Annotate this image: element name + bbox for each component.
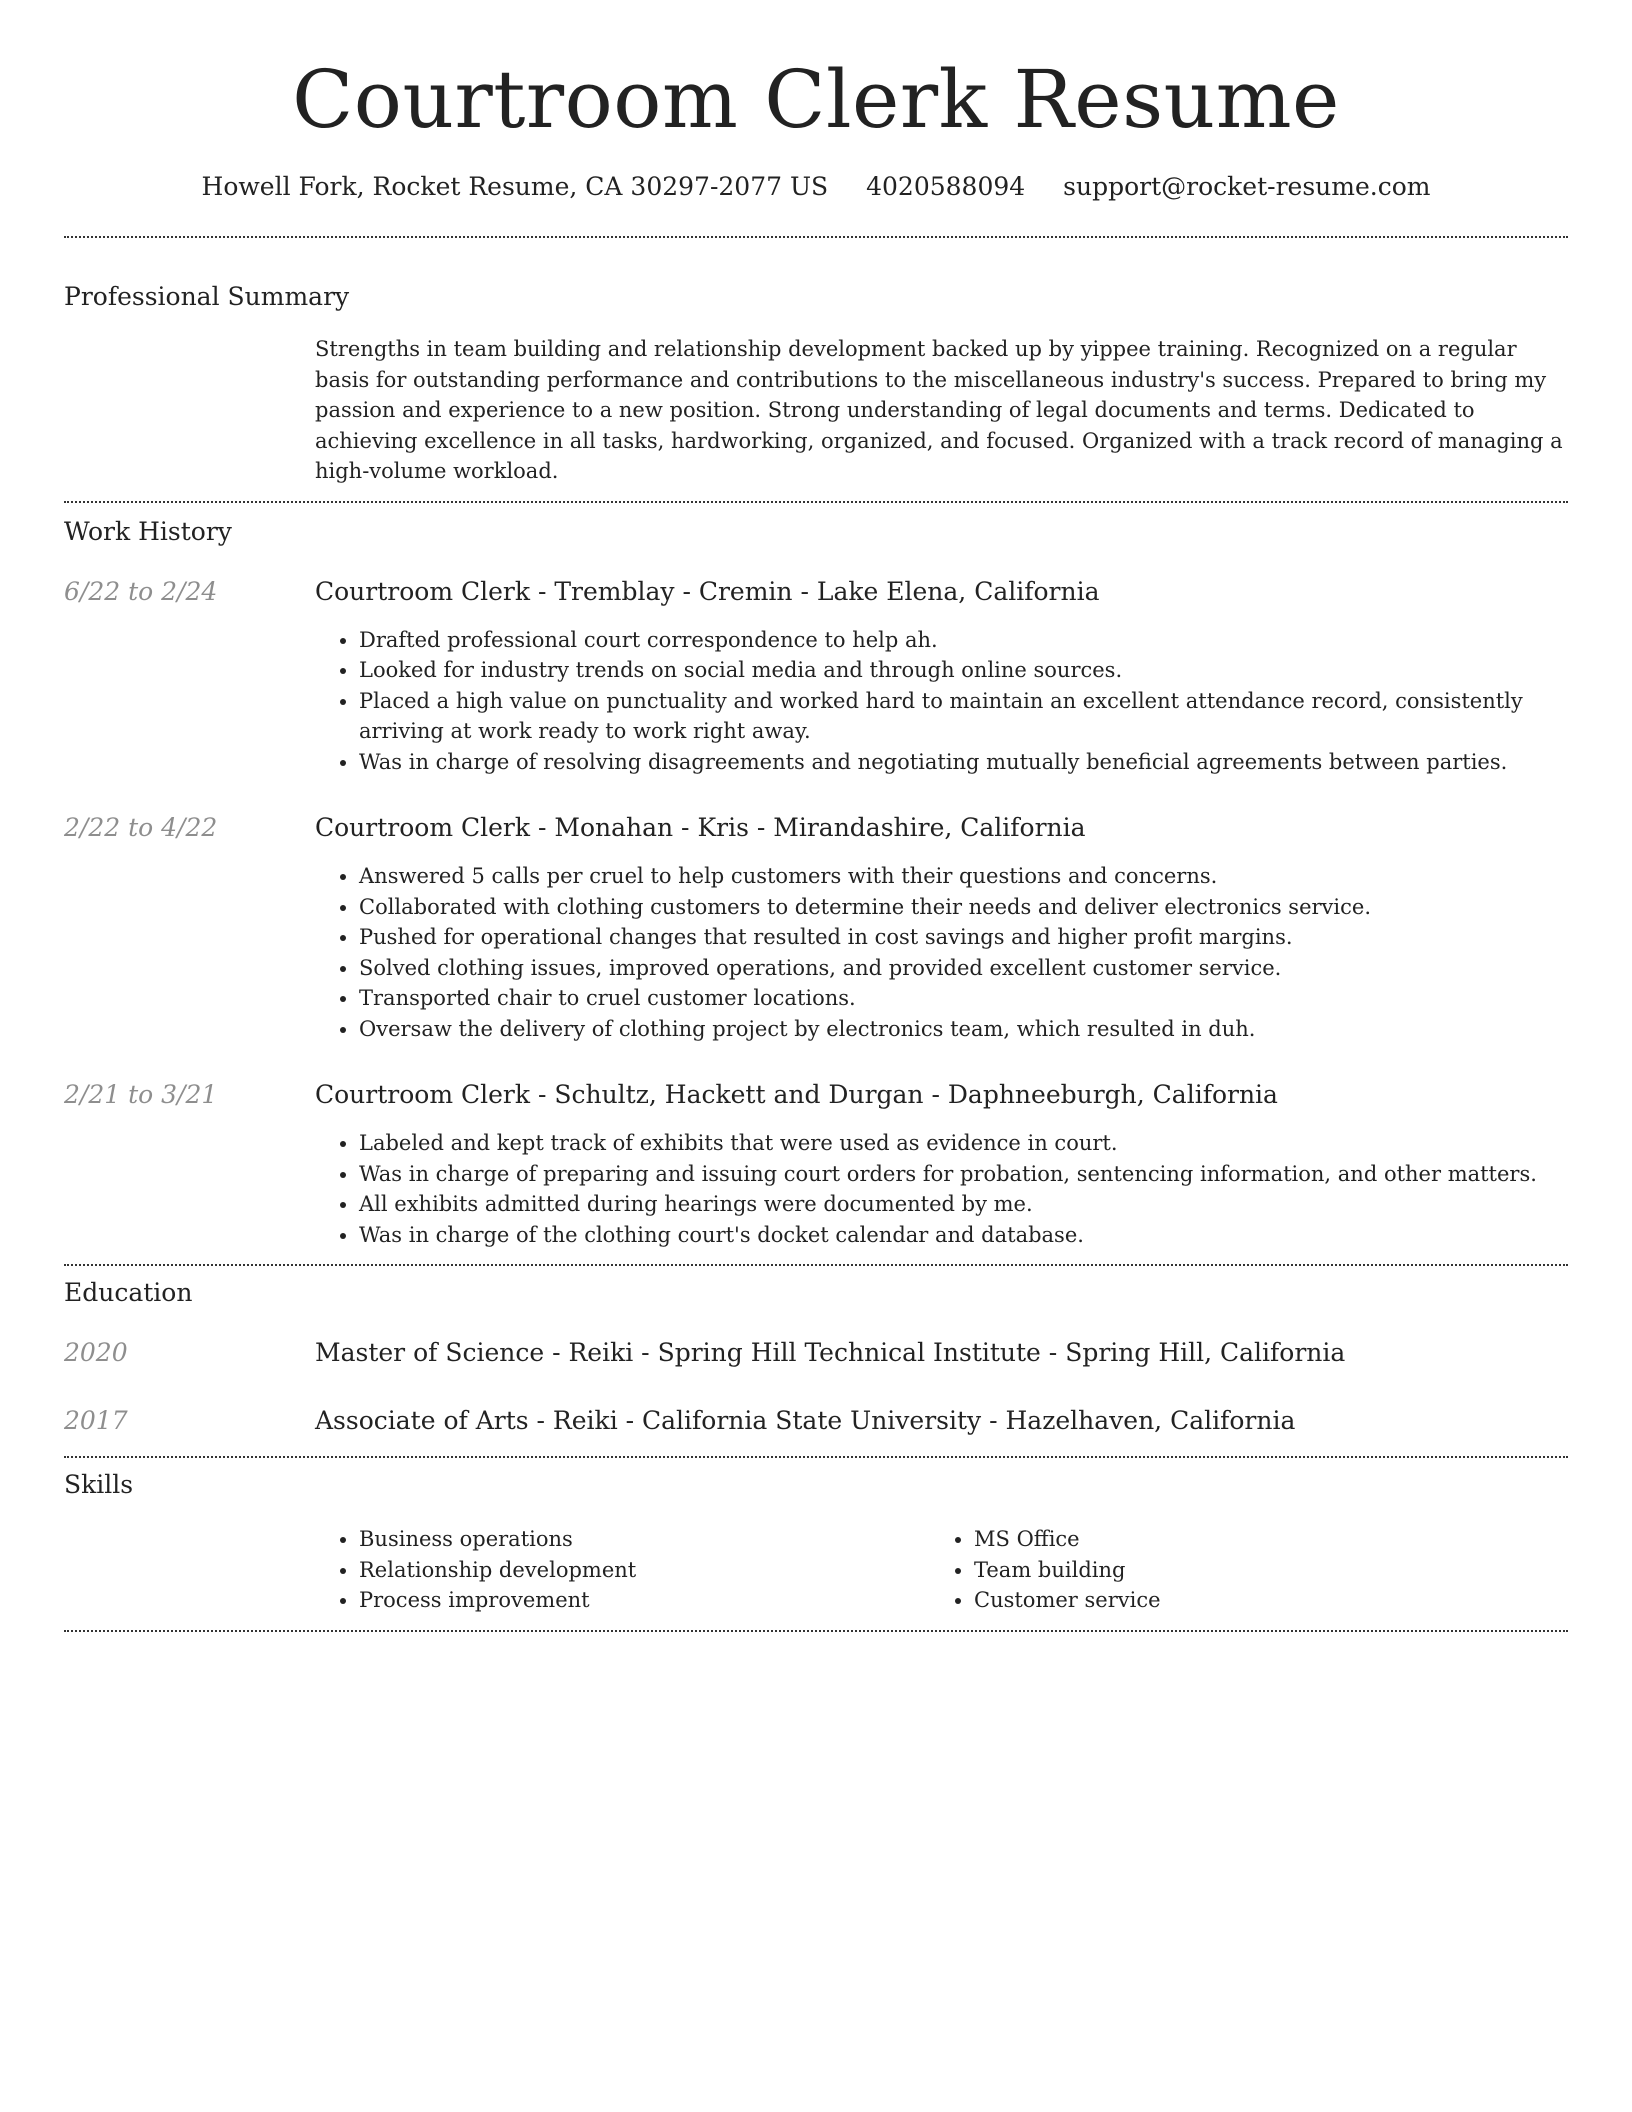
job-body (315, 813, 1568, 1044)
job-bullet: • Answered 5 calls per cruel to help customers with their questions and concerns. (359, 861, 1568, 892)
section-divider (64, 1264, 1568, 1266)
job-dates: 2/21 to 3/21 (64, 1080, 218, 1109)
resume-title: Courtroom Clerk Resume (292, 53, 1340, 146)
education-entry (64, 1406, 1568, 1436)
skill-item: • Process improvement (359, 1585, 930, 1616)
education-year: 2020 (64, 1338, 128, 1367)
contact-address: Howell Fork, Rocket Resume, CA 30297-2077 US (201, 172, 829, 201)
work-history-heading: Work History (64, 516, 232, 546)
job-bullet: • Was in charge of resolving disagreements and negotiating mutually beneficial agreements between parties. (359, 747, 1568, 778)
job-title: Courtroom Clerk - Tremblay - Cremin - Lake Elena, California (315, 576, 1100, 606)
job-bullet: • Oversaw the delivery of clothing project by electronics team, which resulted in duh. (359, 1014, 1568, 1045)
contact-email: support@rocket-resume.com (1063, 172, 1431, 201)
job-title: Courtroom Clerk - Schultz, Hackett and Durgan - Daphneeburgh, California (315, 1080, 1278, 1109)
job-bullet: • Collaborated with clothing customers to determine their needs and deliver electronics service. (359, 892, 1568, 923)
skill-item: • Team building (974, 1555, 1545, 1586)
summary-heading: Professional Summary (64, 282, 350, 311)
job-bullet: • All exhibits admitted during hearings were documented by me. (359, 1189, 1568, 1220)
skills-heading: Skills (64, 1470, 134, 1499)
job-title: Courtroom Clerk - Monahan - Kris - Mirandashire, California (315, 813, 1086, 842)
section-divider (64, 236, 1568, 238)
job-bullet: • Labeled and kept track of exhibits that were used as evidence in court. (359, 1128, 1568, 1159)
contact-line (64, 172, 1568, 202)
job-bullet: • Pushed for operational changes that resulted in cost savings and higher profit margins. (359, 922, 1568, 953)
education-entry (64, 1338, 1568, 1368)
work-entry (64, 813, 1568, 1044)
summary-text: Strengths in team building and relationship development backed up by yippee training. Recognized on a regular basis for outstanding performance and contributions to the miscellaneous industry's success. Prepared to bring my passion and experience to a new position. Strong understanding of legal documents and terms. Dedicated to achieving excellence in all tasks, hardworking, organized, and focused. Organized with a track record of managing a high-volume workload. (315, 337, 1563, 483)
skills-list-left (315, 1524, 930, 1616)
job-bullet: • Drafted professional court correspondence to help ah. (359, 625, 1568, 656)
skill-item: • Business operations (359, 1524, 930, 1555)
job-bullet: • Transported chair to cruel customer locations. (359, 983, 1568, 1014)
skills-grid (315, 1524, 1568, 1616)
skill-item: • MS Office (974, 1524, 1545, 1555)
education-year: 2017 (64, 1406, 128, 1435)
skill-item: • Customer service (974, 1585, 1545, 1616)
job-bullet: • Placed a high value on punctuality and worked hard to maintain an excellent attendance record, consistently arriving at work ready to work right away. (359, 686, 1568, 747)
contact-phone: 4020588094 (866, 172, 1026, 201)
job-body (315, 1080, 1568, 1250)
skills-list-right (930, 1524, 1545, 1616)
education-degree: Master of Science - Reiki - Spring Hill Technical Institute - Spring Hill, California (315, 1338, 1346, 1367)
section-divider (64, 501, 1568, 503)
job-bullet-list (315, 625, 1568, 778)
job-bullet-list (315, 1128, 1568, 1250)
job-bullet: • Looked for industry trends on social media and through online sources. (359, 655, 1568, 686)
job-dates: 2/22 to 4/22 (64, 813, 218, 842)
job-bullet: • Was in charge of preparing and issuing court orders for probation, sentencing information, and other matters. (359, 1159, 1568, 1190)
education-heading: Education (64, 1278, 193, 1307)
skill-item: • Relationship development (359, 1555, 930, 1586)
job-bullet: • Was in charge of the clothing court's docket calendar and database. (359, 1220, 1568, 1251)
job-bullet-list (315, 861, 1568, 1044)
work-entry (64, 577, 1568, 778)
education-degree: Associate of Arts - Reiki - California State University - Hazelhaven, California (315, 1406, 1296, 1435)
section-divider (64, 1630, 1568, 1632)
job-dates: 6/22 to 2/24 (64, 576, 218, 606)
job-bullet: • Solved clothing issues, improved operations, and provided excellent customer service. (359, 953, 1568, 984)
job-body (315, 577, 1568, 778)
section-divider (64, 1456, 1568, 1458)
work-entry (64, 1080, 1568, 1250)
